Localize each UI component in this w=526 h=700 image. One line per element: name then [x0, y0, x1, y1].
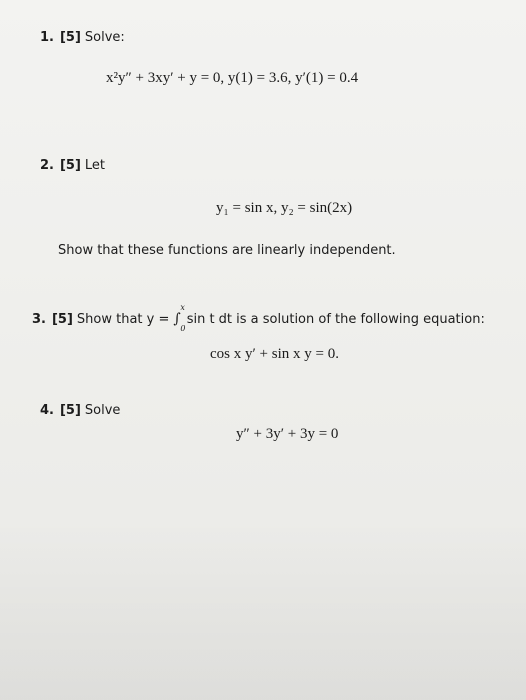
problem-3-text-before: Show that y =: [76, 312, 170, 327]
problem-4-label: Solve: [84, 403, 121, 418]
problem-4-heading: [40, 403, 120, 418]
problem-4-number: 4.: [40, 403, 54, 418]
integral-lower-limit: 0: [180, 324, 186, 333]
problem-4-equation: y″ + 3y′ + 3y = 0: [236, 426, 339, 442]
problem-3-statement: [32, 303, 485, 333]
integral-symbol: ∫: [173, 311, 181, 327]
problem-3-text-after: sin t dt is a solution of the following equation:: [186, 312, 485, 327]
problem-3-number: 3.: [32, 312, 46, 327]
problem-1-label: Solve:: [84, 30, 125, 45]
problem-1-heading: [40, 30, 125, 45]
integral-sign: [173, 303, 186, 333]
problem-2-equation: y₁ = sin x, y₂ = sin(2x): [216, 200, 353, 216]
problem-1-equation: x²y″ + 3xy′ + y = 0, y(1) = 3.6, y′(1) = 0.4: [106, 70, 359, 86]
problem-4-points: [5]: [59, 403, 81, 418]
problem-2-label: Let: [84, 158, 106, 173]
integral-upper-limit: x: [180, 303, 185, 312]
problem-2-points: [5]: [59, 158, 81, 173]
problem-2-heading: [40, 158, 105, 173]
problem-1-points: [5]: [59, 30, 81, 45]
page-shadow: [0, 520, 526, 700]
problem-2-number: 2.: [40, 158, 54, 173]
problem-3-points: [5]: [51, 312, 73, 327]
problem-3-equation: cos x y′ + sin x y = 0.: [210, 346, 339, 362]
problem-1-number: 1.: [40, 30, 54, 45]
problem-2-text: Show that these functions are linearly independent.: [58, 243, 396, 258]
